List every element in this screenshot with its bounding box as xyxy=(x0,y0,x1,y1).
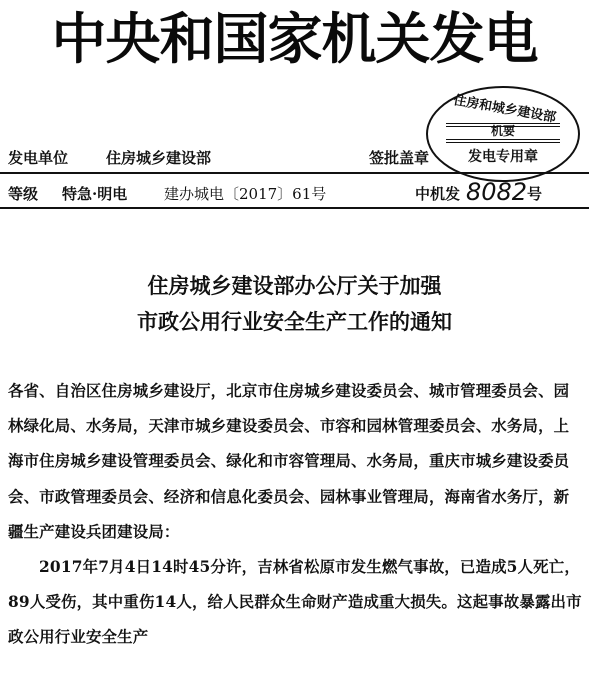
seal-bottom-text: 发电专用章 xyxy=(468,149,538,165)
seal-middle-text: 机要 xyxy=(490,124,515,138)
document-body xyxy=(8,374,582,656)
grade-value: 特急·明电 xyxy=(62,185,128,203)
header-rule xyxy=(0,207,589,209)
sender-label: 发电单位 xyxy=(8,149,69,167)
body-paragraph: 2017年7月4日14时45分许，吉林省松原市发生燃气事故，已造成5人死亡，89人受伤，其中重伤14人，给人民群众生命财产造成重大损失。这起事故暴露出市政公用行业安全生产 xyxy=(8,558,582,647)
document-title-line-2: 市政公用行业安全生产工作的通知 xyxy=(137,310,452,334)
jifa-suffix: 号 xyxy=(527,185,543,203)
jifa-label: 中机发 xyxy=(415,185,461,203)
seal-line xyxy=(446,139,560,140)
sender-value: 住房城乡建设部 xyxy=(106,149,212,167)
masthead-title: 中央和国家机关发电 xyxy=(51,7,538,71)
seal-line xyxy=(446,142,560,143)
grade-label: 等级 xyxy=(8,185,39,203)
document-number: 建办城电〔2017〕61号 xyxy=(164,185,327,203)
seal-top-text: 住房和城乡建设部 xyxy=(452,93,558,126)
official-seal xyxy=(426,86,580,182)
sign-label: 签批盖章 xyxy=(369,149,430,167)
document-title-line-1: 住房城乡建设部办公厅关于加强 xyxy=(147,274,442,298)
addressees-paragraph: 各省、自治区住房城乡建设厅，北京市住房城乡建设委员会、城市管理委员会、园林绿化局、水务局，天津市城乡建设委员会、市容和园林管理委员会、水务局，上海市住房城乡建设管理委员会、绿化和市容管理局、水务局，重庆市城乡建设委员会、市政管理委员会、经济和信息化委员会、园林事业管理局，海南省水务厅，新疆生产建设兵团建设局： xyxy=(8,382,570,541)
header-rule xyxy=(0,172,589,174)
jifa-number: 8082 xyxy=(466,178,528,206)
